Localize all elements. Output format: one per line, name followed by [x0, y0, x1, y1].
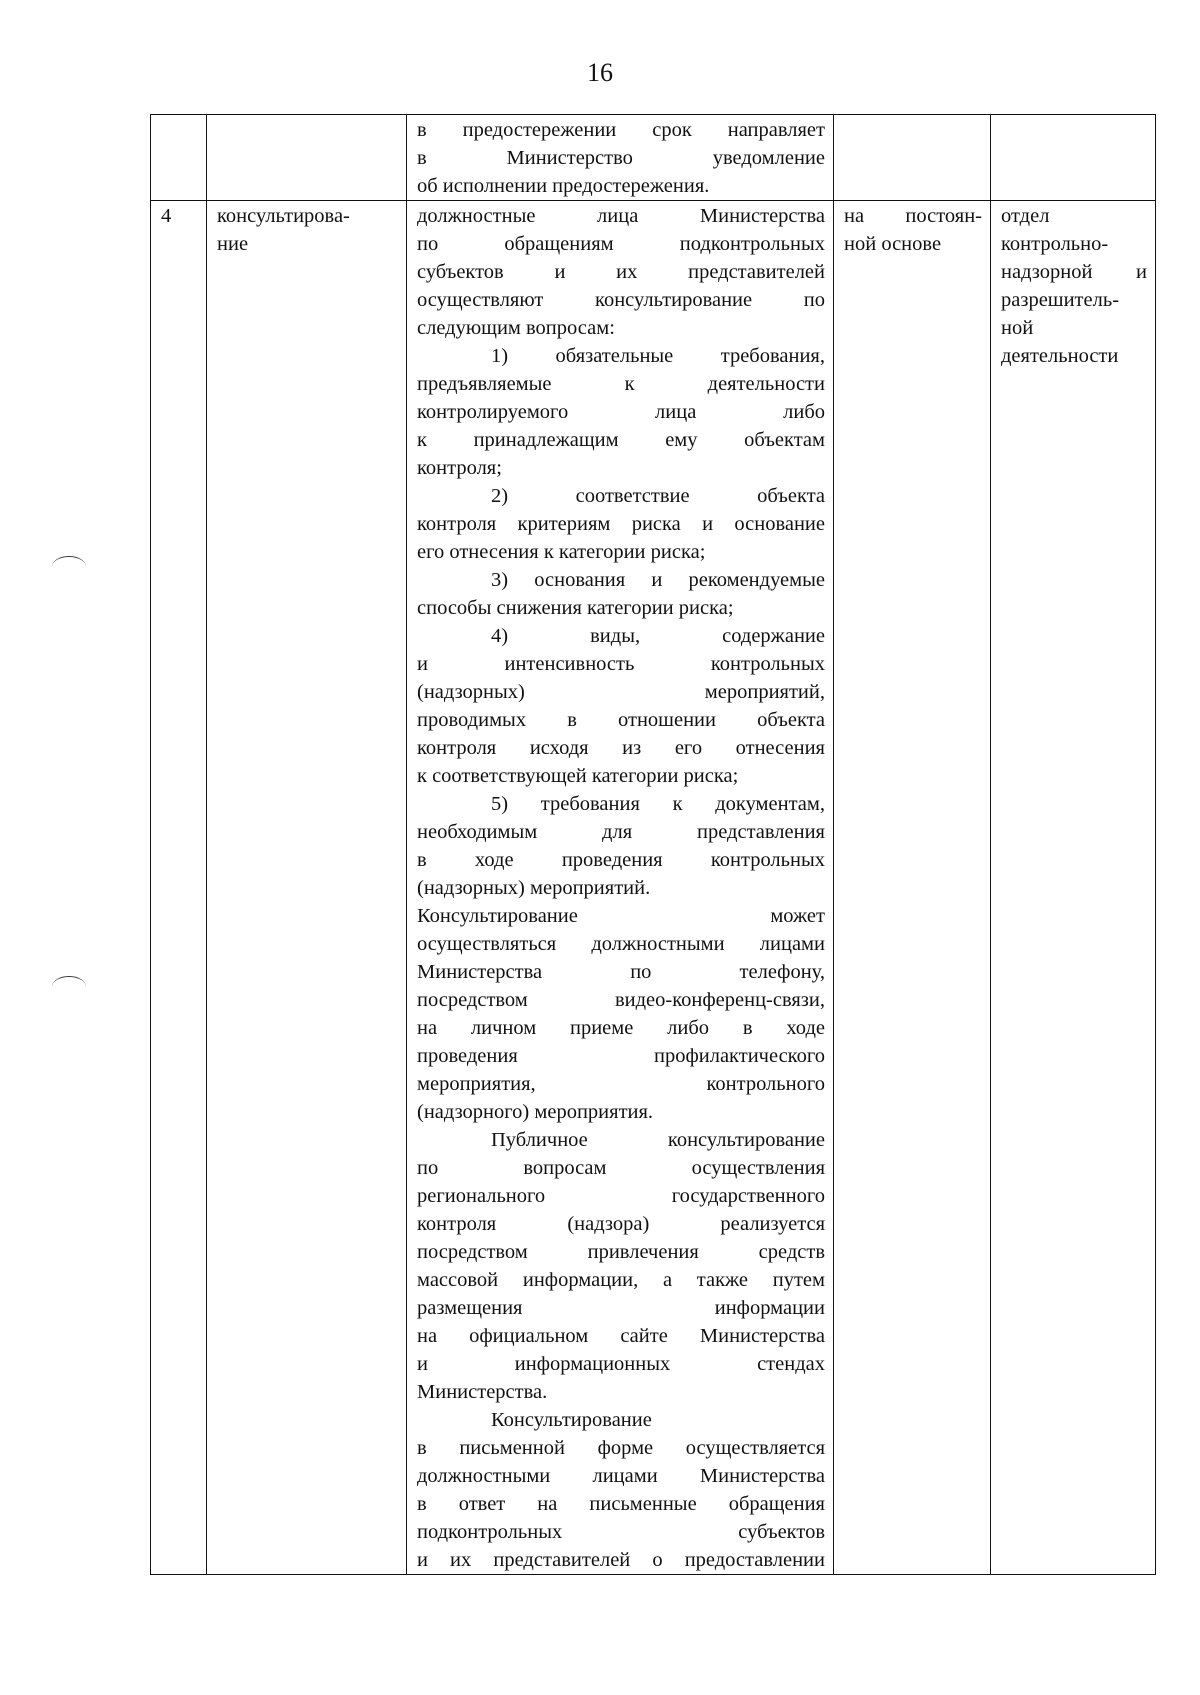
text-line: надзорной и	[1001, 261, 1147, 283]
text-line: ной основе	[844, 233, 942, 255]
text-line: контроля;	[417, 457, 502, 479]
text-line: Консультирование	[491, 1409, 652, 1431]
timing-cell	[834, 115, 991, 201]
text-line: размещения информации	[417, 1297, 825, 1319]
text-line: на официальном сайте Министерства	[417, 1325, 825, 1347]
text-line: субъектов и их представителей	[417, 261, 825, 283]
text-line: ной	[1001, 317, 1034, 339]
text-line: к принадлежащим ему объектам	[417, 429, 825, 451]
text-line: в ходе проведения контрольных	[417, 849, 825, 871]
text-line: консультирова-	[217, 205, 350, 227]
text-line: осуществляют консультирование по	[417, 289, 825, 311]
table-row-4	[151, 201, 1156, 1575]
text-line: способы снижения категории риска;	[417, 597, 734, 619]
action-cell	[407, 115, 834, 201]
text-line: ние	[217, 233, 249, 255]
text-line: осуществляться должностными лицами	[417, 933, 825, 955]
text-line: об исполнении предостережения.	[417, 175, 710, 197]
text-line: разрешитель-	[1001, 289, 1120, 311]
text-line: Консультирование может	[417, 905, 825, 927]
text-line: Публичное консультирование	[491, 1129, 825, 1151]
text-line: проводимых в отношении объекта	[417, 709, 825, 731]
text-line: по обращениям подконтрольных	[417, 233, 825, 255]
text-line: контроля (надзора) реализуется	[417, 1213, 825, 1235]
text-line: контроля исходя из его отнесения	[417, 737, 825, 759]
text-line: и информационных стендах	[417, 1353, 825, 1375]
text-line: Министерства по телефону,	[417, 961, 825, 983]
measure-cell	[207, 201, 407, 1575]
text-line: 1) обязательные требования,	[491, 345, 825, 367]
measures-table	[150, 114, 1156, 1575]
text-line: контрольно-	[1001, 233, 1109, 255]
text-line: должностными лицами Министерства	[417, 1465, 825, 1487]
text-line: посредством видео-конференц-связи,	[417, 989, 825, 1011]
text-line: 2) соответствие объекта	[491, 485, 825, 507]
scan-mark	[52, 976, 86, 997]
action-cell	[407, 201, 834, 1575]
text-line: 5) требования к документам,	[491, 793, 825, 815]
text-line: на постоян-	[844, 205, 982, 227]
text-line: подконтрольных субъектов	[417, 1521, 825, 1543]
text-line: в предостережении срок направляет	[417, 119, 825, 141]
text-line: деятельности	[1001, 345, 1119, 367]
measure-cell	[207, 115, 407, 201]
table-row-continuation	[151, 115, 1156, 201]
text-line: в ответ на письменные обращения	[417, 1493, 825, 1515]
action-text	[407, 115, 833, 200]
text-line: отдел	[1001, 205, 1050, 227]
text-line: проведения профилактического	[417, 1045, 825, 1067]
text-line: предъявляемые к деятельности	[417, 373, 825, 395]
action-text	[407, 201, 833, 1574]
text-line: к соответствующей категории риска;	[417, 765, 739, 787]
text-line: массовой информации, а также путем	[417, 1269, 825, 1291]
text-line: по вопросам осуществления	[417, 1157, 825, 1179]
timing-cell	[834, 201, 991, 1575]
text-line: 4) виды, содержание	[491, 625, 825, 647]
text-line: регионального государственного	[417, 1185, 825, 1207]
text-line: в письменной форме осуществляется	[417, 1437, 825, 1459]
text-line: контролируемого лица либо	[417, 401, 825, 423]
text-line: должностные лица Министерства	[417, 205, 825, 227]
text-line: 3) основания и рекомендуемые	[491, 569, 825, 591]
text-line: и интенсивность контрольных	[417, 653, 825, 675]
text-line: (надзорного) мероприятия.	[417, 1101, 654, 1123]
text-line: в Министерство уведомление	[417, 147, 825, 169]
responsible-cell	[991, 201, 1156, 1575]
responsible-text	[991, 201, 1155, 370]
measure-name	[207, 201, 406, 258]
text-line: и их представителей о предоставлении	[417, 1549, 825, 1571]
text-line: (надзорных) мероприятий.	[417, 877, 651, 899]
timing-text	[834, 201, 990, 258]
page-number: 16	[587, 58, 613, 87]
text-line: Министерства.	[417, 1381, 548, 1403]
text-line: мероприятия, контрольного	[417, 1073, 825, 1095]
text-line: его отнесения к категории риска;	[417, 541, 706, 563]
text-line: контроля критериям риска и основание	[417, 513, 825, 535]
scan-mark	[52, 556, 86, 577]
text-line: на личном приеме либо в ходе	[417, 1017, 825, 1039]
text-line: необходимым для представления	[417, 821, 825, 843]
text-line: следующим вопросам:	[417, 317, 615, 339]
row-number: 4	[161, 205, 172, 227]
text-line: посредством привлечения средств	[417, 1241, 825, 1263]
number-cell	[151, 201, 207, 1575]
number-cell	[151, 115, 207, 201]
text-line: (надзорных) мероприятий,	[417, 681, 825, 703]
responsible-cell	[991, 115, 1156, 201]
